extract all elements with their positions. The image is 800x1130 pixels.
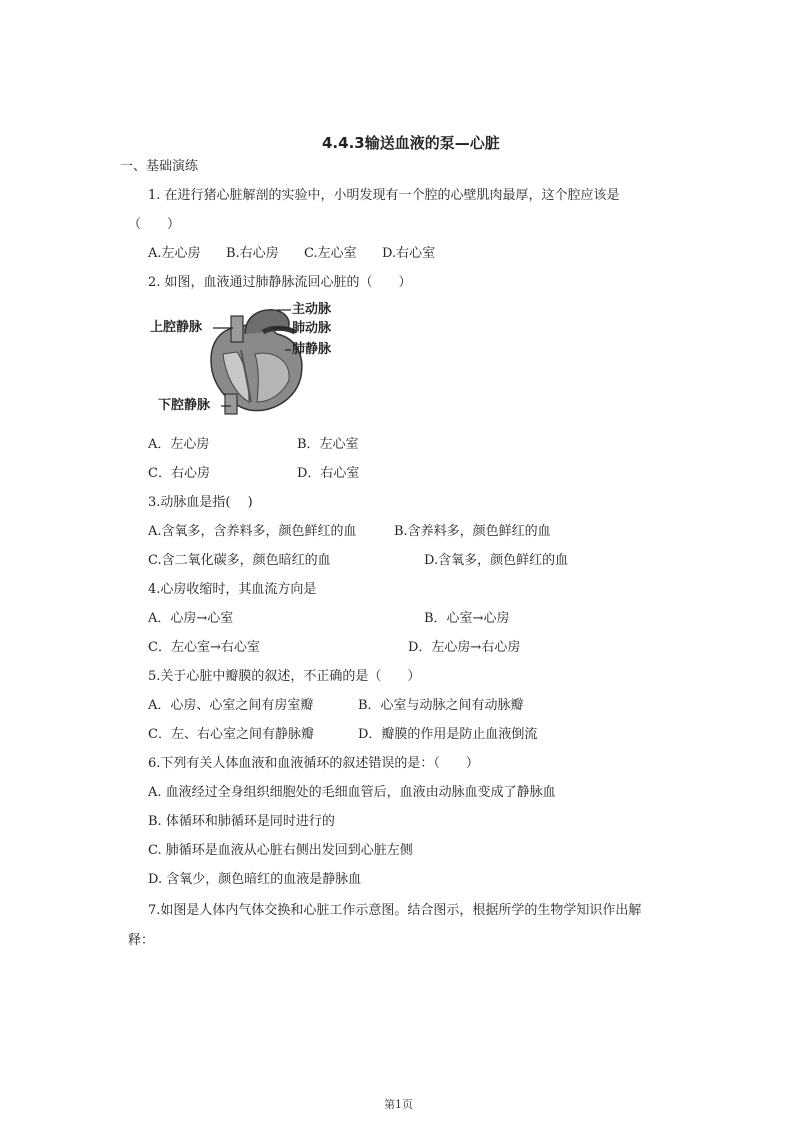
q1-option-b: B.右心房 — [226, 246, 279, 261]
q2-option-c: C．右心房 — [148, 466, 210, 481]
q7-stem: 7.如图是人体内气体交换和心脏工作示意图。结合图示，根据所学的生物学知识作出解 — [148, 903, 642, 918]
q7-stem-cont: 释： — [128, 933, 155, 948]
q5-option-d: D．瓣膜的作用是防止血液倒流 — [358, 727, 538, 742]
page-title: 4.4.3输送血液的泵—心脏 — [322, 134, 500, 152]
label-pulmonary-artery: 肺动脉 — [292, 321, 332, 336]
q4-option-c: C．左心室→右心室 — [148, 640, 260, 655]
q6-option-d: D. 含氧少，颜色暗红的血液是静脉血 — [148, 872, 362, 887]
q1-stem: 1. 在进行猪心脏解剖的实验中，小明发现有一个腔的心壁肌肉最厚，这个腔应该是 — [148, 188, 620, 203]
label-pulmonary-vein: 肺静脉 — [292, 342, 332, 357]
q1-option-c: C.左心室 — [304, 246, 357, 261]
q2-option-d: D．右心室 — [297, 466, 360, 481]
q3-option-a: A.含氧多，含养料多，颜色鲜红的血 — [148, 524, 357, 539]
q3-option-c: C.含二氧化碳多，颜色暗红的血 — [148, 553, 331, 568]
q5-option-b: B．心室与动脉之间有动脉瓣 — [358, 698, 524, 713]
label-aorta: 主动脉 — [292, 302, 332, 317]
q5-stem: 5.关于心脏中瓣膜的叙述，不正确的是（ ） — [148, 669, 421, 684]
q1-option-a: A.左心房 — [148, 246, 201, 261]
q1-stem-cont: （ ） — [128, 217, 181, 232]
label-inferior-vena-cava: 下腔静脉 — [158, 398, 211, 413]
q5-option-a: A．心房、心室之间有房室瓣 — [148, 698, 314, 713]
q6-option-c: C. 肺循环是血液从心脏右侧出发回到心脏左侧 — [148, 843, 413, 858]
section-heading: 一、基础演练 — [120, 159, 199, 174]
q2-option-b: B．左心室 — [297, 437, 359, 452]
q6-stem: 6.下列有关人体血液和血液循环的叙述错误的是：（ ） — [148, 756, 479, 771]
q2-stem: 2. 如图，血液通过肺静脉流回心脏的（ ） — [148, 275, 412, 290]
q4-option-a: A．心房→心室 — [148, 611, 234, 626]
q3-option-b: B.含养料多，颜色鲜红的血 — [394, 524, 551, 539]
q6-option-a: A. 血液经过全身组织细胞处的毛细血管后，血液由动脉血变成了静脉血 — [148, 785, 556, 800]
q1-option-d: D.右心室 — [382, 246, 436, 261]
q3-option-d: D.含氧多，颜色鲜红的血 — [424, 553, 569, 568]
q3-stem: 3.动脉血是指( ) — [148, 495, 253, 510]
q4-stem: 4.心房收缩时，其血流方向是 — [148, 582, 317, 597]
label-superior-vena-cava: 上腔静脉 — [150, 320, 203, 335]
q6-option-b: B. 体循环和肺循环是同时进行的 — [148, 814, 335, 829]
q4-option-d: D．左心房→右心房 — [408, 640, 521, 655]
q5-option-c: C．左、右心室之间有静脉瓣 — [148, 727, 314, 742]
page-number: 第1页 — [384, 1098, 413, 1111]
q2-option-a: A．左心房 — [148, 437, 210, 452]
q4-option-b: B．心室→心房 — [424, 611, 510, 626]
